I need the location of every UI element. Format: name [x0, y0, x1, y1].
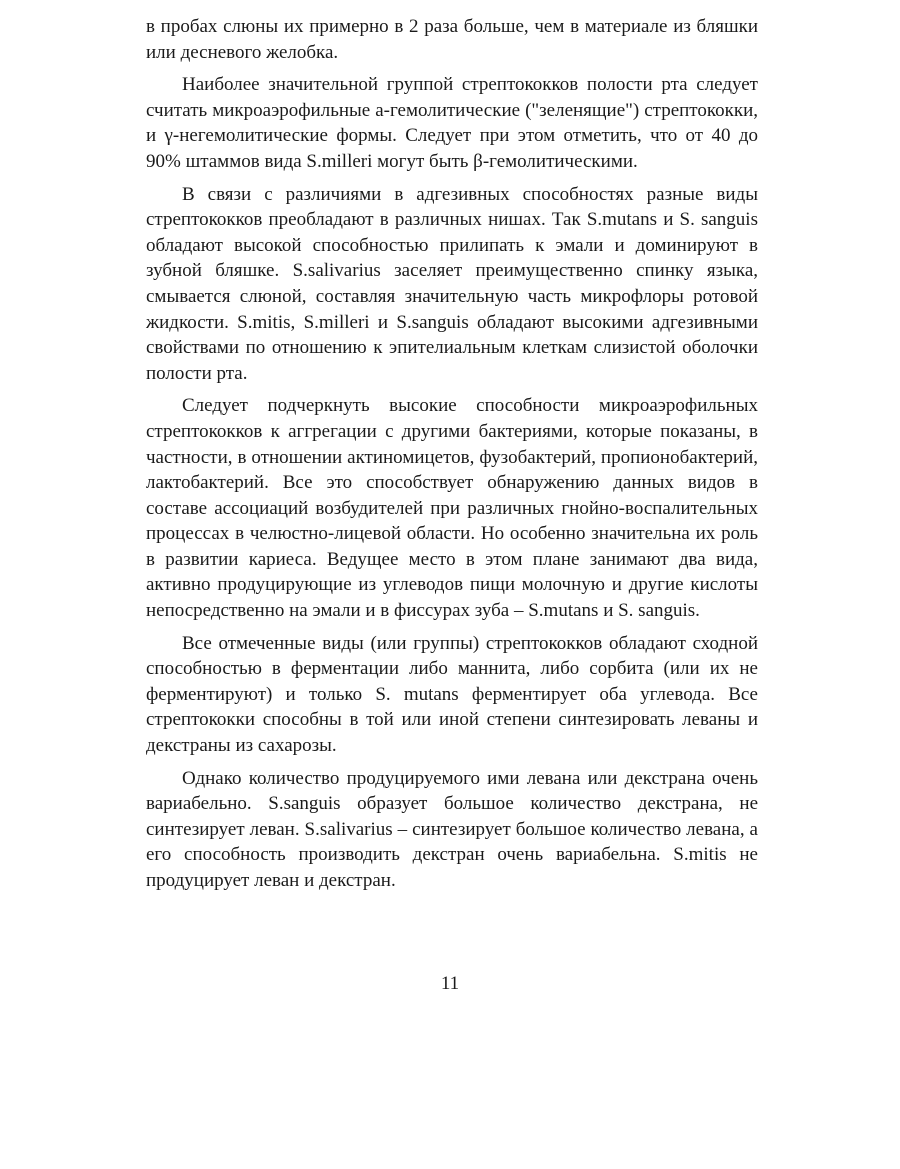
page-number: 11	[440, 973, 460, 994]
paragraph-2: Наиболее значительной группой стрептококков полости рта следует считать микроаэрофильные a-гемолитические ("зеленящие") стрептококки, и γ-негемолитические формы. Следует при этом отметить, что от 40 до 90% штаммов вида S.milleri могут быть β-гемолитическими.	[146, 74, 758, 172]
paragraph-6: Однако количество продуцируемого ими левана или декстрана очень вариабельно. S.sanguis образует большое количество декстрана, не синтезирует леван. S.salivarius – синтезирует большое количество левана, а его способность производить декстран очень вариабельна. S.mitis не продуцирует леван и декстран.	[146, 767, 758, 891]
paragraph-1: в пробах слюны их примерно в 2 раза больше, чем в материале из бляшки или десневого желобка.	[146, 16, 758, 63]
body-text	[146, 14, 758, 901]
paragraph-5: Все отмеченные виды (или группы) стрептококков обладают сходной способностью в ферментации либо маннита, либо сорбита (или их не ферментируют) и только S. mutans ферментирует оба углевода. Все стрептококки способны в той или иной степени синтезировать леваны и декстраны из сахарозы.	[146, 632, 758, 757]
paragraph-4: Следует подчеркнуть высокие способности микроаэрофильных стрептококков к аггрегации с другими бактериями, которые показаны, в частности, в отношении актиномицетов, фузобактерий, пропионобактерий, лактобактерий. Все это способствует обнаружению данных видов в составе ассоциаций возбудителей при различных гнойно-воспалительных процессах в челюстно-лицевой области. Но особенно значительна их роль в развитии кариеса. Ведущее место в этом плане занимают два вида, активно продуцирующие из углеводов пищи молочную и другие кислоты непосредственно на эмали и в фиссурах зуба – S.mutans и S. sanguis.	[146, 395, 758, 622]
paragraph-3: В связи с различиями в адгезивных способностях разные виды стрептококков преобладают в различных нишах. Так S.mutans и S. sanguis обладают высокой способностью прилипать к эмали и доминируют в зубной бляшке. S.salivarius заселяет преимущественно спинку языка, смывается слюной, составляя значительную часть микрофлоры ротовой жидкости. S.mitis, S.milleri и S.sanguis обладают высокими адгезивными свойствами по отношению к эпителиальным клеткам слизистой оболочки полости рта.	[146, 183, 758, 384]
